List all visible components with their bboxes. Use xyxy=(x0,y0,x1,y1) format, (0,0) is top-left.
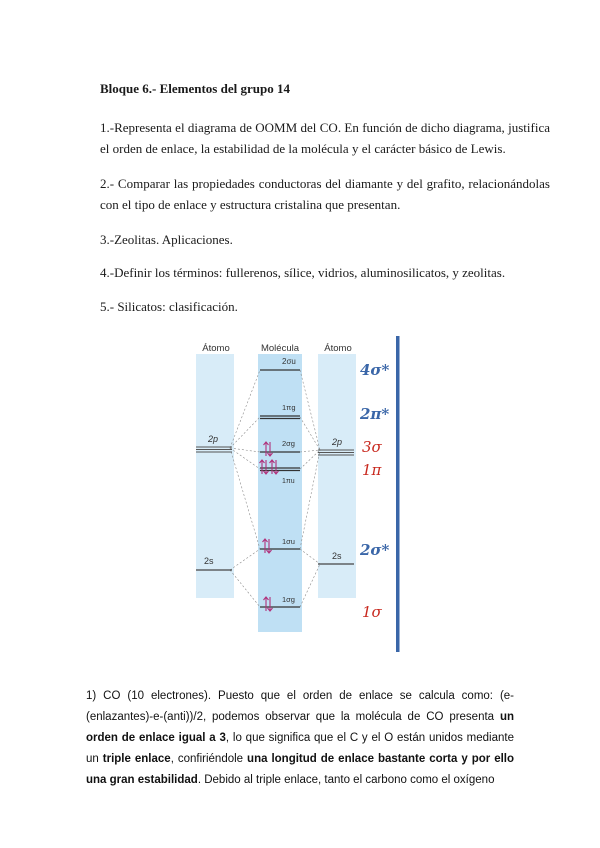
answer-paragraph xyxy=(86,686,514,791)
co-label-1pi: 1π xyxy=(362,461,382,479)
mo-label-1pu: 1πu xyxy=(282,478,295,485)
section-heading: Bloque 6.- Elementos del grupo 14 xyxy=(100,81,290,96)
question-4: 4.-Definir los términos: fullerenos, sílice, vidrios, aluminosilicatos, y zeolitas. xyxy=(100,265,506,280)
mo-label-1su: 1σu xyxy=(282,537,295,546)
answer-text-1: 1) CO (10 electrones). Puesto que el orden de enlace se calcula como: (e-(enlazantes)-e-(anti))/2, podemos observar que la molécula de CO presenta xyxy=(86,690,514,723)
vertical-rule xyxy=(396,336,400,652)
mo-label-2su: 2σu xyxy=(282,357,296,366)
left-2p-label: 2p xyxy=(208,434,219,444)
answer-text-2: , lo que significa que el C y el O están unidos mediante un xyxy=(86,732,514,765)
left-atom-header: Átomo xyxy=(202,343,230,354)
right-atom-header: Átomo xyxy=(324,343,352,354)
mo-label-1sg: 1σg xyxy=(282,595,295,604)
answer-bold-2: triple enlace xyxy=(102,753,171,765)
right-2p-label: 2p xyxy=(332,437,343,447)
right-2s-label: 2s xyxy=(332,551,342,561)
co-label-2sigma: 2σ* xyxy=(360,541,390,559)
answer-bold-3: una longitud de enlace bastante corta y por ello una gran estabilidad xyxy=(86,753,515,786)
answer-bold-1: un orden de enlace igual a 3 xyxy=(86,711,514,744)
left-atom-band xyxy=(196,354,234,598)
question-2: 2.- Comparar las propiedades conductoras del diamante y del grafito, relacionándolas con el tipo de enlace y estructura cristalina que presentan. xyxy=(100,176,550,212)
co-label-2pi: 2π* xyxy=(360,405,390,423)
mo-diagram xyxy=(190,330,420,660)
co-label-1sigma: 1σ xyxy=(362,603,382,621)
left-2s-label: 2s xyxy=(204,556,214,566)
molecule-band xyxy=(258,354,302,632)
co-label-4sigma: 4σ* xyxy=(360,361,390,379)
molecule-header: Molécula xyxy=(260,343,300,354)
answer-text-4: . Debido al triple enlace, tanto el carbono como el oxígeno xyxy=(197,774,495,786)
answer-text-3: , confiriéndole xyxy=(170,753,248,765)
mo-label-1pg: 1πg xyxy=(282,403,296,412)
right-atom-band xyxy=(318,354,356,598)
question-3: 3.-Zeolitas. Aplicaciones. xyxy=(100,232,233,247)
question-1: 1.-Representa el diagrama de OOMM del CO. En función de dicho diagrama, justifica el orden de enlace, la estabilidad de la molécula y el carácter básico de Lewis. xyxy=(100,120,550,156)
co-label-3sigma: 3σ xyxy=(362,438,382,456)
mo-label-2sg: 2σg xyxy=(282,439,295,448)
question-5: 5.- Silicatos: clasificación. xyxy=(100,299,238,314)
